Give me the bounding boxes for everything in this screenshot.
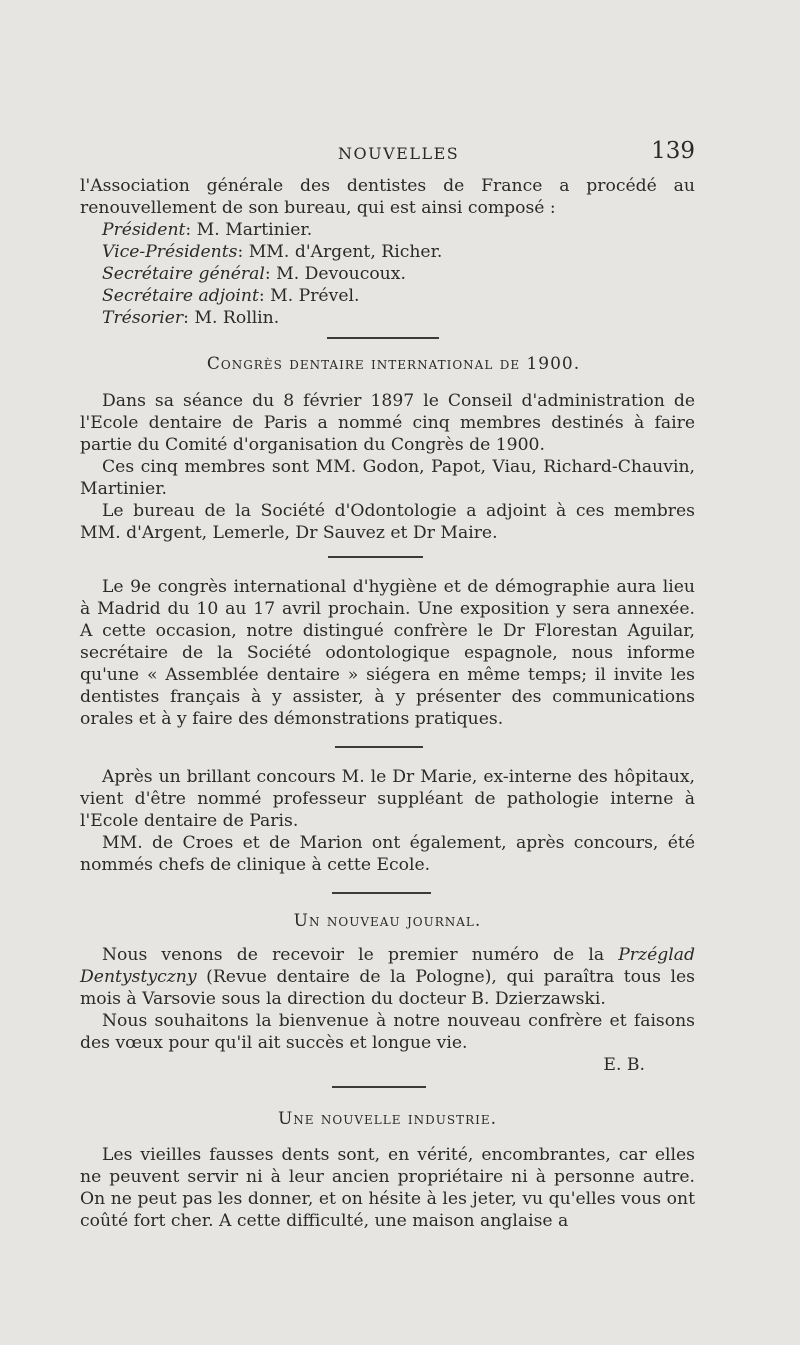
industrie-section <box>80 1108 695 1232</box>
congres-paragraph-2: Ces cinq membres sont MM. Godon, Papot, Viau, Richard-Chauvin, Martinier. <box>80 457 695 499</box>
journal-p1-end: (Revue dentaire de la Pologne), qui paraîtra tous les mois à Varsovie sous la direction du docteur B. Dzierzawski. <box>80 967 695 1009</box>
hygiene-section <box>80 576 695 730</box>
section-divider <box>335 746 423 748</box>
vice-presidents-line <box>102 241 695 263</box>
section-divider <box>327 337 439 339</box>
journal-section <box>80 910 695 1076</box>
secretaire-adjoint-line <box>102 285 695 307</box>
secretaire-general-value: : M. Devoucoux. <box>264 264 406 284</box>
industrie-heading: Une nouvelle industrie. <box>277 1109 498 1129</box>
congres-paragraph-3: Le bureau de la Société d'Odontologie a adjoint à ces membres MM. d'Argent, Lemerle, Dr Sauvez et Dr Maire. <box>80 501 695 543</box>
section-divider <box>328 556 423 558</box>
concours-paragraph-2: MM. de Croes et de Marion ont également, après concours, été nommés chefs de clinique à cette Ecole. <box>80 833 695 875</box>
secretaire-general-label: Secrétaire général <box>102 264 265 284</box>
page-header <box>80 138 695 172</box>
journal-heading: Un nouveau journal. <box>293 911 482 931</box>
section-divider <box>332 892 431 894</box>
secretaire-general-line <box>102 263 695 285</box>
tresorier-value: : M. Rollin. <box>183 308 280 328</box>
bureau-intro: l'Association générale des dentistes de France a procédé au renouvellement de son bureau, qui est ainsi composé : <box>80 176 695 218</box>
concours-section <box>80 766 695 876</box>
hygiene-paragraph: Le 9e congrès international d'hygiène et de démographie aura lieu à Madrid du 10 au 17 avril prochain. Une exposition y sera annexée. A cette occasion, notre distingué confrère le Dr Florestan Aguilar, secrétaire de la Société odontologique espagnole, nous informe qu'une « Assemblée dentaire » siégera en même temps; il invite les dentistes français à y assister, à y présenter des communications orales et à y faire des démonstrations pratiques. <box>80 577 695 729</box>
secretaire-adjoint-value: : M. Prével. <box>258 286 360 306</box>
vice-presidents-value: : MM. d'Argent, Richer. <box>237 242 443 262</box>
article-body <box>80 175 695 1232</box>
running-title: NOUVELLES <box>338 144 460 163</box>
vice-presidents-label: Vice-Présidents <box>102 242 238 262</box>
journal-paragraph-1 <box>80 944 695 1010</box>
tresorier-line <box>102 307 695 329</box>
congres-heading: Congrès dentaire international de 1900. <box>206 354 581 374</box>
journal-paragraph-2: Nous souhaitons la bienvenue à notre nouveau confrère et faisons des vœux pour qu'il ait succès et longue vie. <box>80 1011 695 1053</box>
president-value: : M. Martinier. <box>185 220 313 240</box>
congres-section <box>80 353 695 544</box>
president-line <box>102 219 695 241</box>
secretaire-adjoint-label: Secrétaire adjoint <box>102 286 259 306</box>
industrie-paragraph: Les vieilles fausses dents sont, en vérité, encombrantes, car elles ne peuvent servir ni à leur ancien propriétaire ni à personne autre. On ne peut pas les donner, et on hésite à les jeter, vu qu'elles vous ont coûté fort cher. A cette difficulté, une maison anglaise a <box>80 1145 695 1231</box>
president-label: Président <box>102 220 186 240</box>
journal-p1-start: Nous venons de recevoir le premier numéro de la <box>102 945 619 965</box>
bureau-section <box>80 175 695 329</box>
section-divider <box>332 1086 426 1088</box>
tresorier-label: Trésorier <box>102 308 184 328</box>
concours-paragraph-1: Après un brillant concours M. le Dr Marie, ex-interne des hôpitaux, vient d'être nommé professeur suppléant de pathologie interne à l'Ecole dentaire de Paris. <box>80 767 695 831</box>
congres-paragraph-1: Dans sa séance du 8 février 1897 le Conseil d'administration de l'Ecole dentaire de Paris a nommé cinq membres destinés à faire partie du Comité d'organisation du Congrès de 1900. <box>80 391 695 455</box>
journal-title: Przéglad Dentystyczny <box>80 945 695 987</box>
journal-signature: E. B. <box>603 1055 645 1075</box>
page-number: 139 <box>651 138 695 164</box>
